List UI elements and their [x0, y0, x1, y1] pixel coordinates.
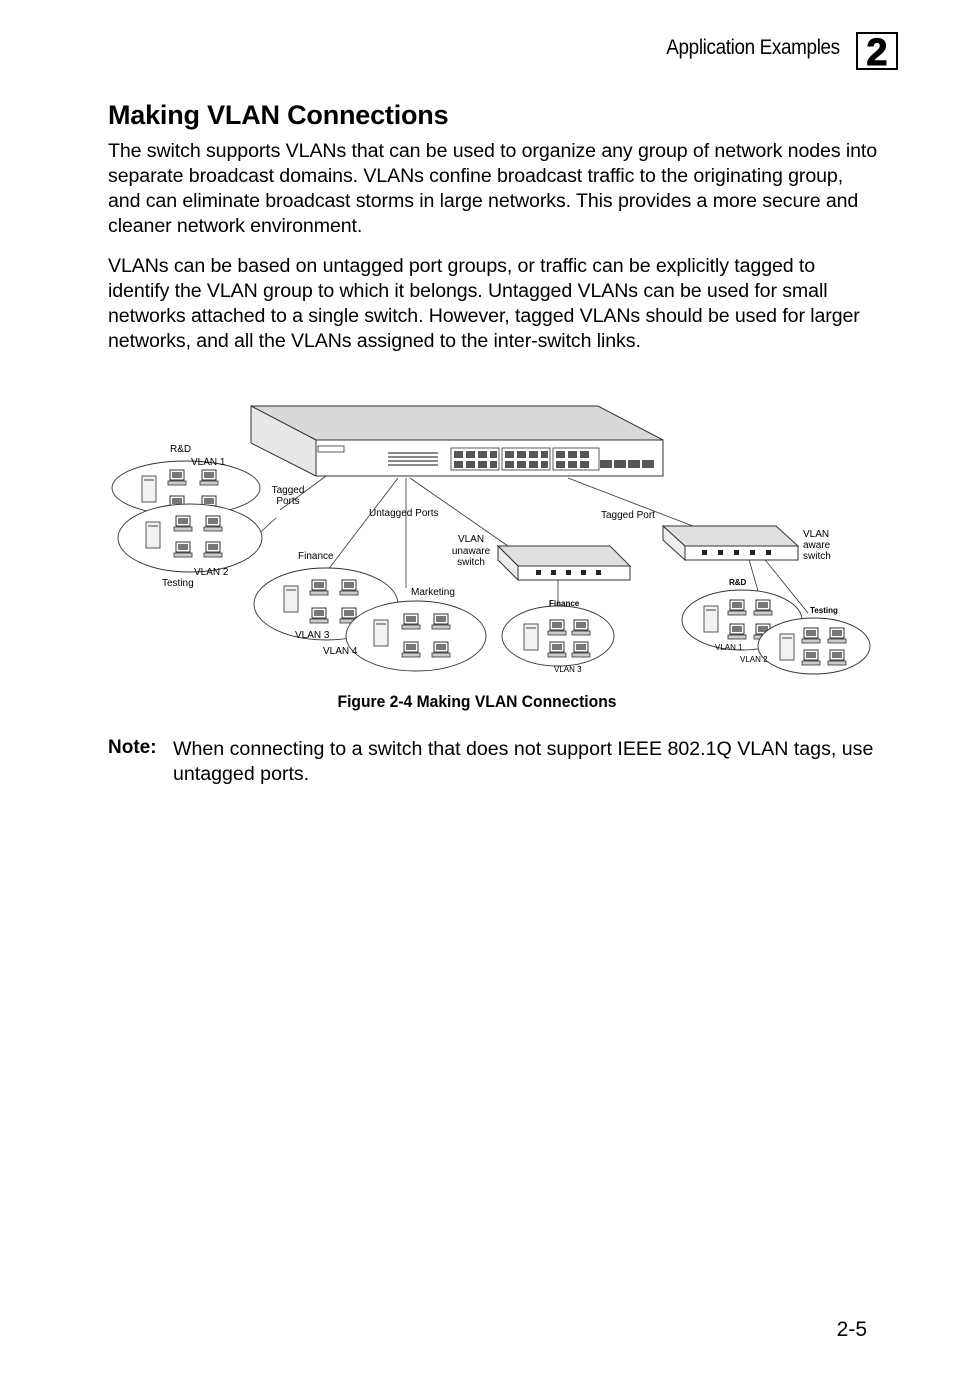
section-title: Making VLAN Connections	[108, 100, 449, 130]
vlan-network-diagram	[108, 398, 878, 688]
label-tagged-ports-line1: Tagged	[271, 485, 305, 496]
paragraph-vlan-tagging: VLANs can be based on untagged port groups, or traffic can be explicitly tagged to identify the VLAN group to which it belongs. Untagged VLANs can be used for small networks attached to a single switch. However, tagged VLANs should be used for larger networks, and all the VLANs assigned to the inter-switch links.	[108, 255, 860, 352]
label-aware-line2: aware	[803, 540, 831, 551]
label-testing: Testing	[162, 578, 194, 589]
figure-caption: Figure 2-4 Making VLAN Connections	[337, 692, 617, 711]
finance-small-cluster	[502, 606, 614, 666]
main-switch	[251, 406, 663, 476]
vlan-unaware-switch	[498, 546, 630, 580]
label-aware-line1: VLAN	[803, 529, 830, 540]
finance-marketing-cluster	[254, 568, 486, 671]
running-header-title: Application Examples	[666, 36, 840, 59]
label-rd: R&D	[170, 444, 192, 455]
label-rd-small: R&D	[729, 578, 747, 587]
note-label: Note:	[108, 737, 157, 758]
label-vlan3: VLAN 3	[295, 630, 330, 641]
label-testing-small: Testing	[810, 606, 838, 615]
rd-testing-right-cluster	[682, 590, 870, 674]
page-number: 2-5	[836, 1318, 867, 1341]
vlan-aware-switch	[663, 526, 798, 560]
label-vlan1: VLAN 1	[191, 457, 226, 468]
chapter-number: 2	[866, 32, 888, 70]
label-aware-line3: switch	[803, 551, 831, 562]
label-vlan1-small: VLAN 1	[715, 643, 743, 652]
label-unaware-line3: switch	[457, 557, 485, 568]
label-tagged-ports-line2: Ports	[276, 496, 300, 507]
label-vlan2: VLAN 2	[194, 567, 229, 578]
label-tagged-port: Tagged Port	[601, 510, 655, 521]
label-unaware-line2: unaware	[451, 546, 491, 557]
label-vlan4: VLAN 4	[323, 646, 358, 657]
paragraph-vlan-intro: The switch supports VLANs that can be used to organize any group of network nodes into separate broadcast domains. VLANs confine broadcast traffic to the originating group, and can eliminate broadcast storms in large networks. This provides a more secure and cleaner network environment.	[108, 140, 878, 237]
label-untagged-ports: Untagged Ports	[369, 508, 439, 519]
rd-testing-cluster	[112, 461, 262, 572]
label-marketing: Marketing	[411, 587, 455, 598]
label-vlan2-small: VLAN 2	[740, 655, 768, 664]
label-vlan3-small: VLAN 3	[554, 665, 582, 674]
label-finance: Finance	[298, 551, 334, 562]
label-finance-small: Finance	[549, 599, 580, 608]
chapter-number-badge	[856, 32, 898, 70]
note-text: When connecting to a switch that does not support IEEE 802.1Q VLAN tags, use untagged ports.	[173, 738, 874, 785]
vlan-connections-figure	[108, 398, 878, 688]
label-unaware-line1: VLAN	[457, 534, 485, 545]
